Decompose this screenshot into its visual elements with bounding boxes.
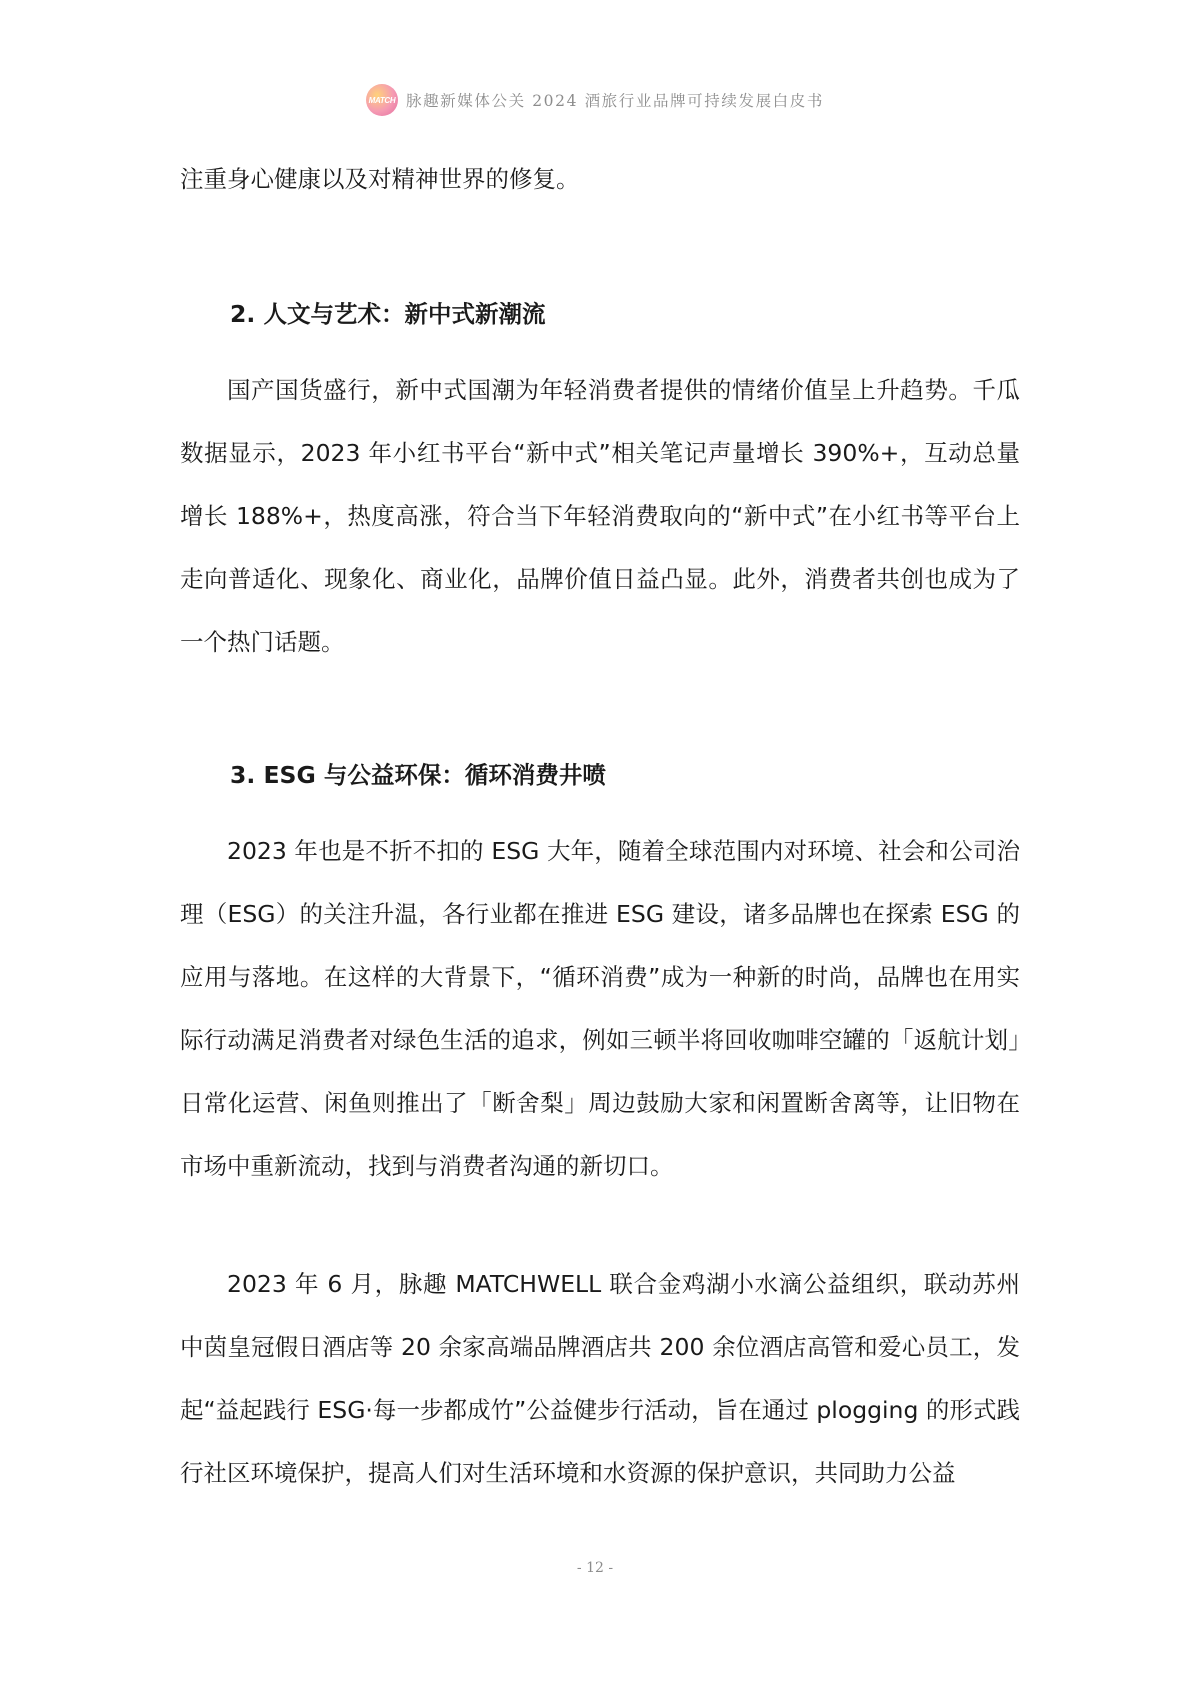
section-heading-2: 2. 人文与艺术：新中式新潮流	[230, 300, 546, 328]
paragraph-matchwell-event: 2023 年 6 月，脉趣 MATCHWELL 联合金鸡湖小水滴公益组织，联动苏州中茵皇冠假日酒店等 20 余家高端品牌酒店共 200 余位酒店高管和爱心员工，发起“益起践行 ESG·每一步都成竹”公益健步行活动，旨在通过 plogging 的形式践行社区环境保护，提高人们对生活环境和水资源的保护意识，共同助力公益	[180, 1270, 1020, 1487]
matchwell-logo	[366, 84, 398, 116]
paragraph-continuation: 注重身心健康以及对精神世界的修复。	[180, 165, 580, 193]
section-heading-3: 3. ESG 与公益环保：循环消费井喷	[230, 761, 606, 789]
page-header	[0, 84, 1190, 116]
header-title: 脉趣新媒体公关 2024 酒旅行业品牌可持续发展白皮书	[405, 92, 824, 110]
paragraph-new-chinese-style: 国产国货盛行，新中式国潮为年轻消费者提供的情绪价值呈上升趋势。千瓜数据显示，2023 年小红书平台“新中式”相关笔记声量增长 390%+，互动总量增长 188%+，热度高涨，符合当下年轻消费取向的“新中式”在小红书等平台上走向普适化、现象化、商业化，品牌价值日益凸显。此外，消费者共创也成为了一个热门话题。	[180, 376, 1020, 656]
paragraph-esg: 2023 年也是不折不扣的 ESG 大年，随着全球范围内对环境、社会和公司治理（ESG）的关注升温，各行业都在推进 ESG 建设，诸多品牌也在探索 ESG 的应用与落地。在这样的大背景下，“循环消费”成为一种新的时尚，品牌也在用实际行动满足消费者对绿色生活的追求，例如三顿半将回收咖啡空罐的「返航计划」日常化运营、闲鱼则推出了「断舍梨」周边鼓励大家和闲置断舍离等，让旧物在市场中重新流动，找到与消费者沟通的新切口。	[180, 837, 1020, 1180]
logo-text: MATCH	[368, 95, 396, 105]
document-body	[180, 148, 1020, 1505]
page-number: - 12 -	[576, 1560, 614, 1576]
